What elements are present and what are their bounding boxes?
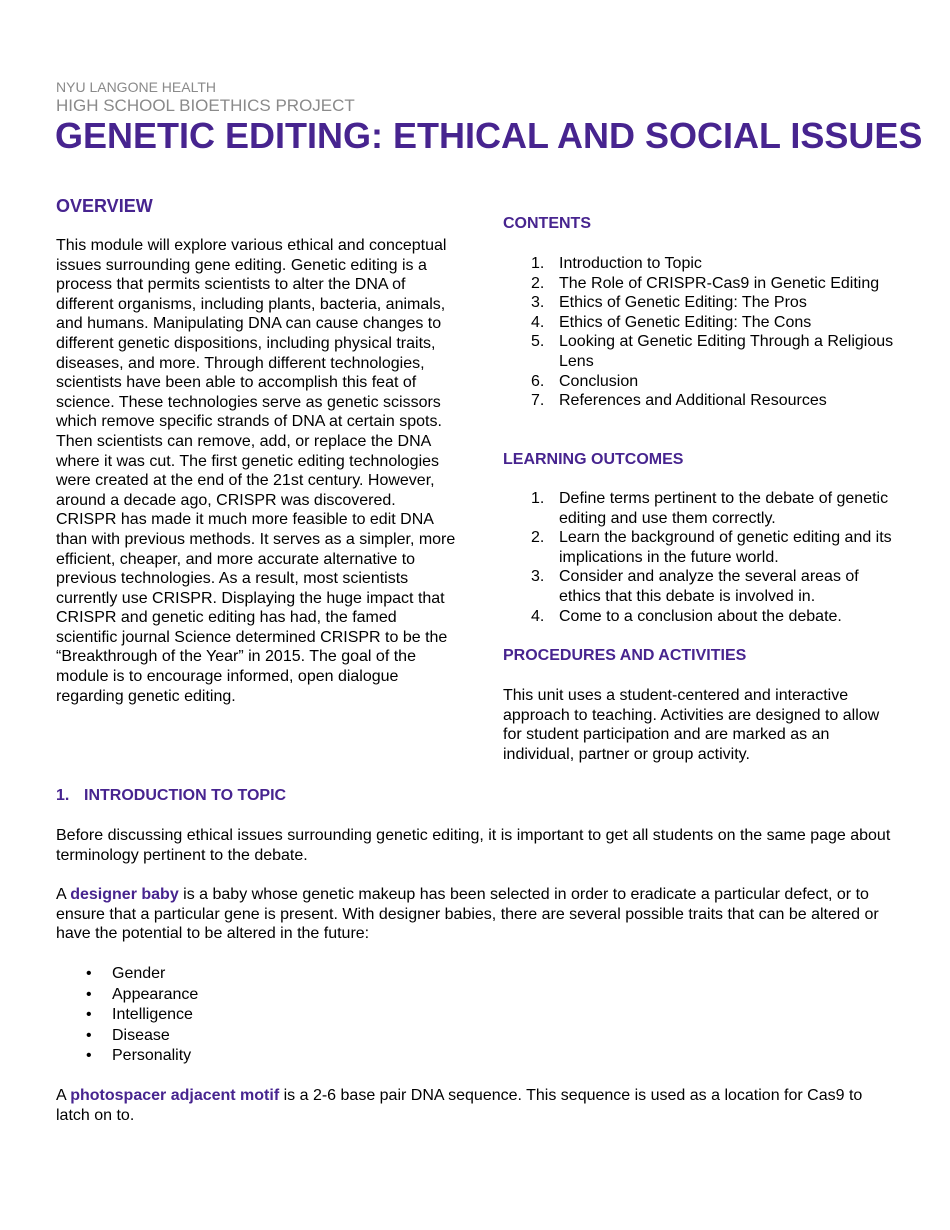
contents-item bbox=[503, 391, 903, 411]
contents-item bbox=[503, 332, 903, 371]
definition-prefix: A bbox=[56, 886, 71, 903]
list-number: 3. bbox=[531, 294, 545, 312]
trait-text: Gender bbox=[112, 965, 166, 982]
page-title: GENETIC EDITING: ETHICAL AND SOCIAL ISSUES bbox=[55, 115, 923, 156]
trait-text: Intelligence bbox=[112, 1006, 193, 1024]
contents-item-text: The Role of CRISPR-Cas9 in Genetic Editing bbox=[559, 274, 880, 292]
pam-definition bbox=[56, 1086, 896, 1125]
contents-item bbox=[503, 293, 903, 313]
trait-text: Appearance bbox=[112, 985, 199, 1003]
procedures-text: This unit uses a student-centered and interactive approach to teaching. Activities are designed to allow for student participation and are marked as an individual, partner or group activity. bbox=[503, 687, 880, 763]
intro-heading bbox=[56, 786, 286, 806]
list-number: 2. bbox=[531, 529, 545, 547]
trait-item bbox=[56, 1026, 198, 1047]
list-number: 3. bbox=[531, 568, 545, 586]
contents-item-text: Ethics of Genetic Editing: The Pros bbox=[559, 294, 807, 312]
contents-item-text: Ethics of Genetic Editing: The Cons bbox=[559, 313, 812, 331]
section-number: 1. bbox=[56, 787, 70, 804]
trait-text: Personality bbox=[112, 1047, 192, 1065]
overview-text: This module will explore various ethical and conceptual issues surrounding gene editing. Genetic editing is a process that permits scientists to alter the DNA of different organisms, including plants, bacteria, animals, and humans. Manipulating DNA can cause changes to different genetic dispositions, including physical traits, diseases, and more. Through different technologies, scientists have been able to accomplish this feat of science. These technologies serve as genetic scissors which remove specific strands of DNA at certain spots. Then scientists can remove, add, or replace the DNA where it was cut. The first genetic editing technologies were created at the end of the 21st century. However, around a decade ago, CRISPR was discovered. CRISPR has made it much more feasible to edit DNA than with previous methods. It serves as a simpler, more efficient, cheaper, and more accurate alternative to previous technologies. As a result, most scientists currently use CRISPR. Displaying the huge impact that CRISPR and genetic editing has had, the famed scientific journal Science determined CRISPR to be the “Breakthrough of the Year” in 2015. The goal of the module is to encourage informed, open dialogue regarding genetic editing. bbox=[56, 237, 456, 705]
list-number: 2. bbox=[531, 274, 545, 292]
contents-item-text: References and Additional Resources bbox=[559, 392, 827, 410]
trait-text: Disease bbox=[112, 1026, 170, 1044]
term-photospacer-adjacent-motif: photospacer adjacent motif bbox=[70, 1087, 280, 1104]
definition-prefix: A bbox=[56, 1087, 71, 1104]
outcome-item-text: Consider and analyze the several areas of ethics that this debate is involved in. bbox=[559, 568, 859, 605]
contents-item-text: Looking at Genetic Editing Through a Religious Lens bbox=[559, 333, 894, 370]
list-number: 5. bbox=[531, 333, 545, 351]
list-number: 7. bbox=[531, 392, 545, 410]
list-number: 1. bbox=[531, 255, 545, 272]
project-name: HIGH SCHOOL BIOETHICS PROJECT bbox=[56, 96, 355, 115]
intro-text: Before discussing ethical issues surrounding genetic editing, it is important to get all students on the same page about terminology pertinent to the debate. bbox=[56, 827, 891, 864]
bullet-icon: • bbox=[86, 1047, 92, 1065]
trait-item bbox=[56, 1046, 198, 1067]
designer-baby-definition bbox=[56, 885, 896, 944]
definition-text: is a 2-6 base pair DNA sequence. This sequence is used as a location for Cas9 to latch on to. bbox=[56, 1087, 863, 1124]
procedures-heading: PROCEDURES AND ACTIVITIES bbox=[503, 647, 747, 664]
trait-item bbox=[56, 964, 198, 985]
outcome-item bbox=[503, 489, 903, 528]
list-number: 4. bbox=[531, 607, 545, 625]
outcome-item bbox=[503, 567, 903, 606]
bullet-icon: • bbox=[86, 1006, 92, 1024]
org-name: NYU LANGONE HEALTH bbox=[56, 79, 216, 95]
outcome-item-text: Learn the background of genetic editing and its implications in the future world. bbox=[559, 529, 892, 566]
contents-item-text: Introduction to Topic bbox=[559, 255, 702, 272]
list-number: 1. bbox=[531, 490, 545, 507]
bullet-icon: • bbox=[86, 985, 92, 1003]
trait-item bbox=[56, 985, 198, 1006]
contents-list bbox=[503, 254, 903, 411]
outcome-item-text: Define terms pertinent to the debate of genetic editing and use them correctly. bbox=[559, 490, 889, 527]
term-designer-baby: designer baby bbox=[70, 886, 179, 903]
outcome-item bbox=[503, 607, 903, 627]
list-number: 4. bbox=[531, 313, 545, 331]
trait-item bbox=[56, 1005, 198, 1026]
contents-heading: CONTENTS bbox=[503, 215, 591, 232]
traits-list bbox=[56, 964, 198, 1067]
contents-item bbox=[503, 254, 903, 274]
bullet-icon: • bbox=[86, 965, 92, 982]
contents-item-text: Conclusion bbox=[559, 372, 639, 390]
intro-heading-text: INTRODUCTION TO TOPIC bbox=[84, 787, 287, 804]
list-number: 6. bbox=[531, 372, 545, 390]
contents-item bbox=[503, 274, 903, 294]
learning-outcomes-list bbox=[503, 489, 903, 626]
bullet-icon: • bbox=[86, 1026, 92, 1044]
contents-item bbox=[503, 313, 903, 333]
outcome-item-text: Come to a conclusion about the debate. bbox=[559, 607, 842, 625]
definition-text: is a baby whose genetic makeup has been selected in order to eradicate a particular defect, or to ensure that a particular gene is present. With designer babies, there are several possible traits that can be altered or have the potential to be altered in the future: bbox=[56, 886, 879, 943]
contents-item bbox=[503, 372, 903, 392]
outcome-item bbox=[503, 528, 903, 567]
overview-heading: OVERVIEW bbox=[56, 196, 153, 216]
learning-outcomes-heading: LEARNING OUTCOMES bbox=[503, 451, 684, 468]
